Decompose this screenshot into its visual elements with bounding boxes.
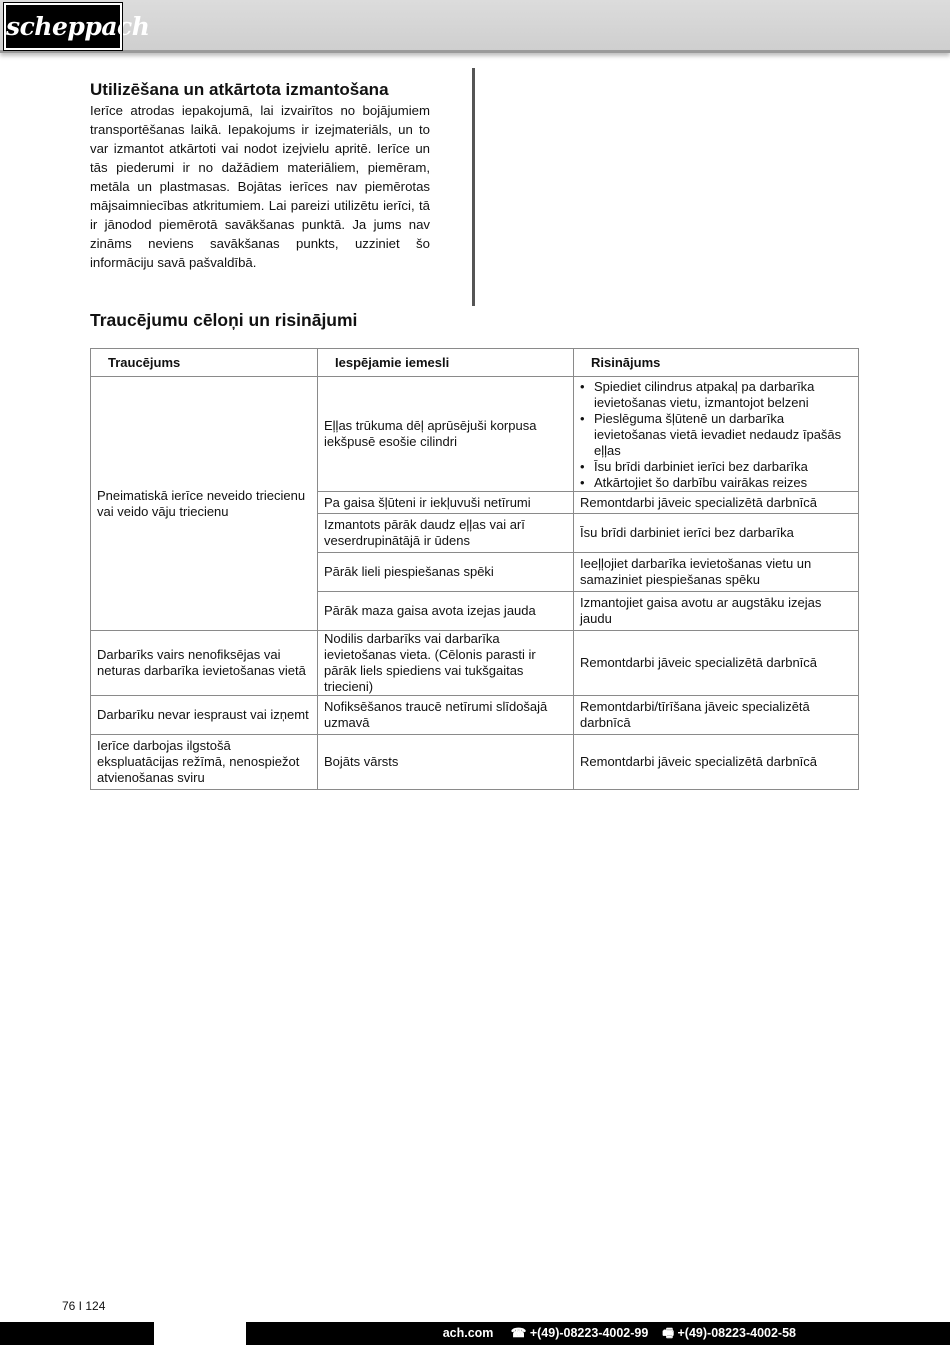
footer-white-block — [154, 1322, 246, 1345]
solution-cell: Ieeļļojiet darbarīka ievietošanas vietu un samaziniet piespiešanas spēku — [574, 553, 859, 592]
cause-cell: Pa gaisa šļūteni ir iekļuvuši netīrumi — [318, 492, 574, 514]
fault-cell: Darbarīku nevar iespraust vai izņemt — [91, 696, 318, 735]
solution-list — [580, 379, 852, 491]
cause-cell: Nofiksēšanos traucē netīrumi slīdošajā uzmavā — [318, 696, 574, 735]
table-row — [91, 696, 859, 735]
table-row — [91, 735, 859, 790]
fault-cell: Pneimatiskā ierīce neveido triecienu vai veido vāju triecienu — [91, 377, 318, 631]
solution-cell: Remontdarbi jāveic specializētā darbnīcā — [574, 631, 859, 696]
table-row — [91, 377, 859, 492]
disposal-body: Ierīce atrodas iepakojumā, lai izvairītos no bojājumiem transportēšanas laikā. Iepakojums ir izejmateriāls, un to var izmantot atkārtoti vai nodot izejvielu apritē. Ierīce un tās piederumi ir no dažādiem materiāliem, piemēram, metāla un plastmasas. Bojātas ierīces nav piemērotas mājsaimniecības atkritumiem. Lai pareizi utilizētu ierīci, tā ir jānodod piemērotā savākšanas punktā. Ja jums nav zināms neviens savākšanas punkts, uzziniet šo informāciju savā pašvaldībā. — [90, 103, 430, 270]
list-item: • Spiediet cilindrus atpakaļ pa darbarīka ievietošanas vietu, izmantojot belzeni — [580, 379, 852, 411]
column-header-cause: Iespējamie iemesli — [318, 349, 574, 377]
solution-cell: Īsu brīdi darbiniet ierīci bez darbarīka — [574, 514, 859, 553]
solution-cell: Remontdarbi jāveic specializētā darbnīcā — [574, 492, 859, 514]
solution-cell: Remontdarbi jāveic specializētā darbnīcā — [574, 735, 859, 790]
fault-cell: Darbarīks vairs nenofiksējas vai neturas darbarīka ievietošanas vietā — [91, 631, 318, 696]
page-number: 76 I 124 — [62, 1299, 106, 1313]
cause-cell: Pārāk lieli piespiešanas spēki — [318, 553, 574, 592]
phone-number: ☎ +(49)-08223-4002-99 — [510, 1326, 649, 1340]
column-divider — [472, 68, 475, 306]
solution-cell: Izmantojiet gaisa avotu ar augstāku izejas jaudu — [574, 592, 859, 631]
cause-cell: Eļļas trūkuma dēļ aprūsējuši korpusa iekšpusē esošie cilindri — [318, 377, 574, 492]
table-header-row — [91, 349, 859, 377]
solution-cell — [574, 377, 859, 492]
troubleshooting-table — [90, 348, 859, 790]
cause-cell: Bojāts vārsts — [318, 735, 574, 790]
solution-cell: Remontdarbi/tīrīšana jāveic specializētā darbnīcā — [574, 696, 859, 735]
footer-contact — [443, 1322, 796, 1345]
table-row — [91, 631, 859, 696]
fax-number: 🖷 +(49)-08223-4002-58 — [662, 1326, 796, 1340]
list-item: • Atkārtojiet šo darbību vairākas reizes — [580, 475, 852, 491]
cause-cell: Nodilis darbarīks vai darbarīka ievietošanas vieta. (Cēlonis parasti ir pārāk liels spiediens vai tukšgaitas triecieni) — [318, 631, 574, 696]
scheppach-logo: scheppach — [4, 3, 122, 50]
footer-bar — [0, 1322, 950, 1345]
cause-cell: Izmantots pārāk daudz eļļas vai arī veserdrupinātājā ir ūdens — [318, 514, 574, 553]
list-item: • Īsu brīdi darbiniet ierīci bez darbarīka — [580, 459, 852, 475]
disposal-title: Utilizēšana un atkārtota izmantošana — [90, 80, 389, 99]
column-header-solution: Risinājums — [574, 349, 859, 377]
list-item: • Pieslēguma šļūtenē un darbarīka ievietošanas vietā ievadiet nedaudz īpašās eļļas — [580, 411, 852, 459]
column-header-fault: Traucējums — [91, 349, 318, 377]
troubleshooting-title: Traucējumu cēloņi un risinājumi — [90, 310, 358, 330]
website-link[interactable]: ach.com — [442, 1326, 494, 1340]
page-header — [0, 0, 950, 53]
fault-cell: Ierīce darbojas ilgstošā ekspluatācijas režīmā, nenospiežot atvienošanas sviru — [91, 735, 318, 790]
cause-cell: Pārāk maza gaisa avota izejas jauda — [318, 592, 574, 631]
